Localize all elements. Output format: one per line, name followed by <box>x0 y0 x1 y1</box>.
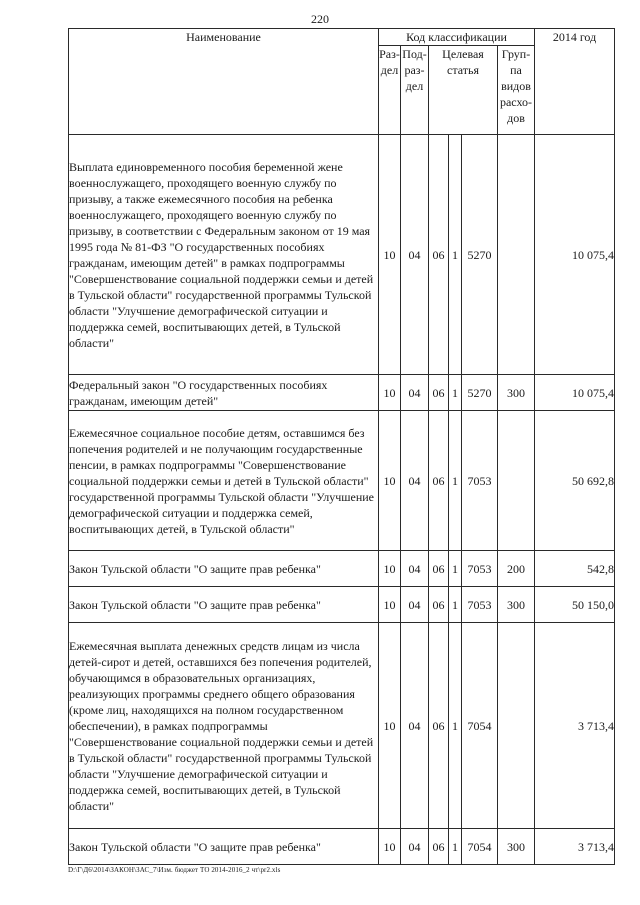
row-podrazdel: 04 <box>401 829 429 865</box>
header-razdel: Раз-дел <box>379 46 401 135</box>
row-razdel: 10 <box>379 829 401 865</box>
row-target-item: 7053 <box>462 587 498 623</box>
header-target: Целевая статья <box>429 46 498 135</box>
row-razdel: 10 <box>379 551 401 587</box>
row-amount: 10 075,4 <box>535 135 615 375</box>
row-amount: 50 150,0 <box>535 587 615 623</box>
row-amount: 3 713,4 <box>535 623 615 829</box>
row-podrazdel: 04 <box>401 135 429 375</box>
header-code-group: Код классификации <box>379 29 535 46</box>
table-header <box>69 29 615 135</box>
row-name: Закон Тульской области "О защите прав ребенка" <box>69 829 379 865</box>
row-podrazdel: 04 <box>401 411 429 551</box>
row-amount: 3 713,4 <box>535 829 615 865</box>
header-podrazdel: Под-раз-дел <box>401 46 429 135</box>
row-group: 300 <box>498 587 535 623</box>
row-group: 300 <box>498 375 535 411</box>
row-podrazdel: 04 <box>401 375 429 411</box>
row-target-program: 06 <box>429 623 449 829</box>
row-target-subprogram: 1 <box>449 375 462 411</box>
row-target-program: 06 <box>429 829 449 865</box>
row-name: Ежемесячное социальное пособие детям, оставшимся без попечения родителей и не получающим государственные пенсии, в рамках подпрограммы "Совершенствование социальной поддержки семьи и детей в Тульской области" государственной программы Тульской области "Улучшение демографической ситуации и поддержка семей, воспитывающих детей, в Тульской области" <box>69 411 379 551</box>
row-podrazdel: 04 <box>401 551 429 587</box>
row-target-item: 7054 <box>462 829 498 865</box>
row-name: Закон Тульской области "О защите прав ребенка" <box>69 587 379 623</box>
row-target-subprogram: 1 <box>449 623 462 829</box>
row-podrazdel: 04 <box>401 623 429 829</box>
row-name: Выплата единовременного пособия беременной жене военнослужащего, проходящего военную службу по призыву, а также ежемесячного пособия на ребенка военнослужащего, проходящего военную службу по призыву, в соответствии с Федеральным законом от 19 мая 1995 года № 81-ФЗ "О государственных пособиях гражданам, имеющим детей" в рамках подпрограммы "Совершенствование социальной поддержки семьи и детей в Тульской области" государственной программы Тульской области "Улучшение демографической ситуации и поддержка семей, воспитывающих детей, в Тульской области" <box>69 135 379 375</box>
header-year: 2014 год <box>535 29 615 135</box>
table-row <box>69 375 615 411</box>
table-row <box>69 623 615 829</box>
row-name: Ежемесячная выплата денежных средств лицам из числа детей-сирот и детей, оставшихся без попечения родителей, обучающимся в образовательных организациях, реализующих программы среднего общего образования (кроме лиц, находящихся на полном государственном обеспечении), в рамках подпрограммы "Совершенствование социальной поддержки семьи и детей в Тульской области" государственной программы Тульской области "Улучшение демографической ситуации и поддержка семей, воспитывающих детей, в Тульской области" <box>69 623 379 829</box>
row-group: 200 <box>498 551 535 587</box>
row-target-item: 5270 <box>462 375 498 411</box>
row-target-subprogram: 1 <box>449 829 462 865</box>
row-name: Закон Тульской области "О защите прав ребенка" <box>69 551 379 587</box>
row-razdel: 10 <box>379 135 401 375</box>
row-target-item: 7054 <box>462 623 498 829</box>
row-razdel: 10 <box>379 411 401 551</box>
row-razdel: 10 <box>379 587 401 623</box>
row-amount: 542,8 <box>535 551 615 587</box>
row-group <box>498 623 535 829</box>
row-target-item: 7053 <box>462 551 498 587</box>
row-amount: 10 075,4 <box>535 375 615 411</box>
table-row <box>69 551 615 587</box>
header-group: Груп-па видов расхо-дов <box>498 46 535 135</box>
page-number: 220 <box>311 12 329 26</box>
row-target-item: 7053 <box>462 411 498 551</box>
row-name: Федеральный закон "О государственных пособиях гражданам, имеющим детей" <box>69 375 379 411</box>
row-razdel: 10 <box>379 623 401 829</box>
row-group: 300 <box>498 829 535 865</box>
row-target-program: 06 <box>429 375 449 411</box>
row-target-subprogram: 1 <box>449 135 462 375</box>
row-target-subprogram: 1 <box>449 551 462 587</box>
row-target-program: 06 <box>429 587 449 623</box>
row-target-subprogram: 1 <box>449 411 462 551</box>
row-target-subprogram: 1 <box>449 587 462 623</box>
row-target-program: 06 <box>429 135 449 375</box>
row-group <box>498 411 535 551</box>
row-razdel: 10 <box>379 375 401 411</box>
row-target-program: 06 <box>429 551 449 587</box>
file-path-footer: D:\Г\Д6\2014\ЗАКОН\ЗАС_7\Изм. бюджет ТО 2014-2016_2 чт\pr2.xls <box>68 866 281 874</box>
row-group <box>498 135 535 375</box>
row-target-item: 5270 <box>462 135 498 375</box>
row-podrazdel: 04 <box>401 587 429 623</box>
row-target-program: 06 <box>429 411 449 551</box>
budget-table <box>68 28 615 865</box>
table-row <box>69 829 615 865</box>
table-row <box>69 587 615 623</box>
table-row <box>69 135 615 375</box>
row-amount: 50 692,8 <box>535 411 615 551</box>
header-name: Наименование <box>69 29 379 135</box>
table-row <box>69 411 615 551</box>
